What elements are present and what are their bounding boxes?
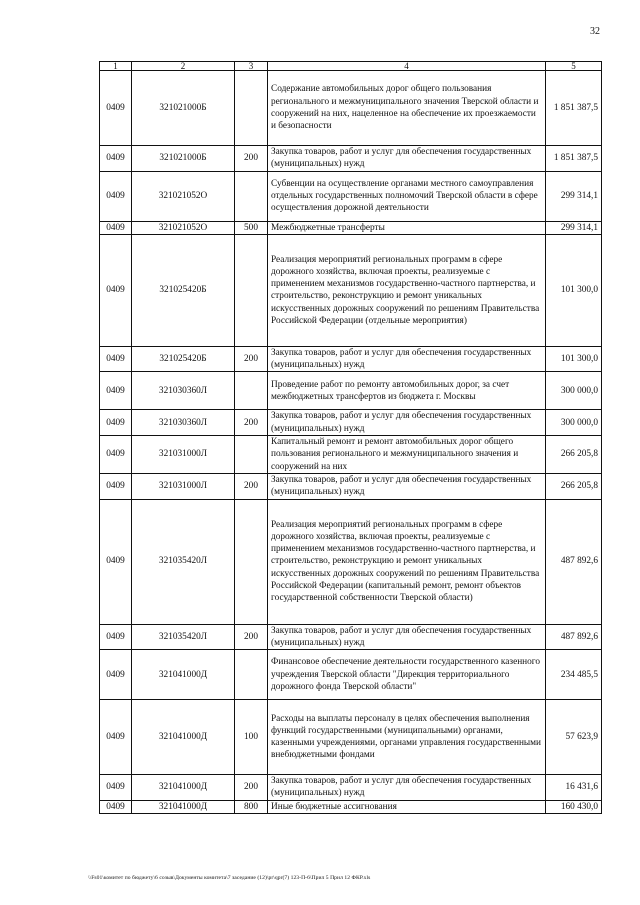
table-row: [100, 234, 602, 346]
amount-cell: 1 851 387,5: [546, 146, 602, 172]
target-code-cell: 321030360Л: [132, 410, 235, 436]
target-code-cell: 321021000Б: [132, 71, 235, 146]
target-code-cell: 321041000Д: [132, 800, 235, 813]
expense-type-cell: 200: [235, 624, 268, 650]
target-code-cell: 321035420Л: [132, 624, 235, 650]
table-row: [100, 410, 602, 436]
column-header: 5: [546, 62, 602, 71]
expense-type-cell: 100: [235, 700, 268, 775]
section-code-cell: 0409: [100, 700, 132, 775]
table-row: [100, 624, 602, 650]
section-code-cell: 0409: [100, 410, 132, 436]
item-name-cell: Закупка товаров, работ и услуг для обеспечения государственных (муниципальных) нужд: [268, 473, 546, 499]
item-name-cell: Закупка товаров, работ и услуг для обеспечения государственных (муниципальных) нужд: [268, 146, 546, 172]
table-row: [100, 436, 602, 474]
target-code-cell: 321025420Б: [132, 234, 235, 346]
amount-cell: 300 000,0: [546, 372, 602, 410]
amount-cell: 101 300,0: [546, 346, 602, 372]
item-name-cell: Проведение работ по ремонту автомобильных дорог, за счет межбюджетных трансфертов из бюджета г. Москвы: [268, 372, 546, 410]
item-name-cell: Закупка товаров, работ и услуг для обеспечения государственных (муниципальных) нужд: [268, 775, 546, 801]
section-code-cell: 0409: [100, 146, 132, 172]
file-path-footer: \\Fs01\комитет по бюджету\6 созыв\Документы комитета\7 заседание (12)\pr\qpr(7) 123-П-6\Прил 5 Прил 12 ФКР.xls: [88, 875, 371, 881]
target-code-cell: 321021052О: [132, 171, 235, 221]
item-name-cell: Реализация мероприятий региональных программ в сфере дорожного хозяйства, включая проекты, реализуемые с применением механизмов государственно-частного партнерства, и строительство, реконструкцию и ремонт уникальных искусственных дорожных сооружений по решениям Правительства Российской Федерации (капитальный ремонт, ремонт объектов государственной собственности Тверской области): [268, 499, 546, 624]
table-row: [100, 146, 602, 172]
amount-cell: 487 892,6: [546, 499, 602, 624]
header-row: [100, 62, 602, 71]
amount-cell: 1 851 387,5: [546, 71, 602, 146]
section-code-cell: 0409: [100, 372, 132, 410]
item-name-cell: Капитальный ремонт и ремонт автомобильных дорог общего пользования регионального и межмуниципального значения и сооружений на них: [268, 436, 546, 474]
expense-type-cell: [235, 436, 268, 474]
section-code-cell: 0409: [100, 775, 132, 801]
expense-type-cell: [235, 234, 268, 346]
target-code-cell: 321030360Л: [132, 372, 235, 410]
column-header: 3: [235, 62, 268, 71]
section-code-cell: 0409: [100, 234, 132, 346]
expense-type-cell: 500: [235, 221, 268, 234]
amount-cell: 300 000,0: [546, 410, 602, 436]
target-code-cell: 321035420Л: [132, 499, 235, 624]
column-header: 2: [132, 62, 235, 71]
table-row: [100, 499, 602, 624]
budget-table: [99, 61, 602, 814]
target-code-cell: 321041000Д: [132, 650, 235, 700]
target-code-cell: 321041000Д: [132, 700, 235, 775]
expense-type-cell: 200: [235, 775, 268, 801]
expense-type-cell: [235, 71, 268, 146]
item-name-cell: Закупка товаров, работ и услуг для обеспечения государственных (муниципальных) нужд: [268, 346, 546, 372]
table-row: [100, 221, 602, 234]
table-row: [100, 700, 602, 775]
table-row: [100, 71, 602, 146]
item-name-cell: Расходы на выплаты персоналу в целях обеспечения выполнения функций государственными (муниципальными) органами, казенными учреждениями, органами управления государственными внебюджетными фондами: [268, 700, 546, 775]
expense-type-cell: [235, 171, 268, 221]
section-code-cell: 0409: [100, 171, 132, 221]
expense-type-cell: 200: [235, 410, 268, 436]
column-header: 4: [268, 62, 546, 71]
section-code-cell: 0409: [100, 346, 132, 372]
item-name-cell: Финансовое обеспечение деятельности государственного казенного учреждения Тверской области "Дирекция территориального дорожного фонда Тверской области": [268, 650, 546, 700]
target-code-cell: 321031000Л: [132, 436, 235, 474]
target-code-cell: 321021000Б: [132, 146, 235, 172]
target-code-cell: 321021052О: [132, 221, 235, 234]
target-code-cell: 321025420Б: [132, 346, 235, 372]
amount-cell: 299 314,1: [546, 171, 602, 221]
expense-type-cell: [235, 372, 268, 410]
section-code-cell: 0409: [100, 473, 132, 499]
amount-cell: 160 430,0: [546, 800, 602, 813]
amount-cell: 101 300,0: [546, 234, 602, 346]
expense-type-cell: 200: [235, 473, 268, 499]
table-row: [100, 775, 602, 801]
item-name-cell: Субвенции на осуществление органами местного самоуправления отдельных государственных полномочий Тверской области в сфере осуществления дорожной деятельности: [268, 171, 546, 221]
expense-type-cell: [235, 650, 268, 700]
section-code-cell: 0409: [100, 71, 132, 146]
expense-type-cell: 200: [235, 346, 268, 372]
amount-cell: 57 623,9: [546, 700, 602, 775]
item-name-cell: Содержание автомобильных дорог общего пользования регионального и межмуниципального значения Тверской области и сооружений на них, нацеленное на обеспечение их проезжаемости и безопасности: [268, 71, 546, 146]
table-row: [100, 800, 602, 813]
expense-type-cell: 200: [235, 146, 268, 172]
item-name-cell: Закупка товаров, работ и услуг для обеспечения государственных (муниципальных) нужд: [268, 410, 546, 436]
expense-type-cell: [235, 499, 268, 624]
section-code-cell: 0409: [100, 499, 132, 624]
item-name-cell: Закупка товаров, работ и услуг для обеспечения государственных (муниципальных) нужд: [268, 624, 546, 650]
section-code-cell: 0409: [100, 800, 132, 813]
item-name-cell: Межбюджетные трансферты: [268, 221, 546, 234]
expense-type-cell: 800: [235, 800, 268, 813]
item-name-cell: Иные бюджетные ассигнования: [268, 800, 546, 813]
item-name-cell: Реализация мероприятий региональных программ в сфере дорожного хозяйства, включая проекты, реализуемые с применением механизмов государственно-частного партнерства, и строительство, реконструкцию и ремонт уникальных искусственных дорожных сооружений по решениям Правительства Российской Федерации (отдельные мероприятия): [268, 234, 546, 346]
amount-cell: 16 431,6: [546, 775, 602, 801]
amount-cell: 266 205,8: [546, 436, 602, 474]
section-code-cell: 0409: [100, 624, 132, 650]
table-row: [100, 650, 602, 700]
table-row: [100, 473, 602, 499]
table-row: [100, 372, 602, 410]
section-code-cell: 0409: [100, 650, 132, 700]
page-number: 32: [590, 26, 600, 37]
table-row: [100, 346, 602, 372]
target-code-cell: 321031000Л: [132, 473, 235, 499]
amount-cell: 266 205,8: [546, 473, 602, 499]
table-row: [100, 171, 602, 221]
amount-cell: 487 892,6: [546, 624, 602, 650]
column-header: 1: [100, 62, 132, 71]
section-code-cell: 0409: [100, 221, 132, 234]
section-code-cell: 0409: [100, 436, 132, 474]
amount-cell: 299 314,1: [546, 221, 602, 234]
target-code-cell: 321041000Д: [132, 775, 235, 801]
amount-cell: 234 485,5: [546, 650, 602, 700]
